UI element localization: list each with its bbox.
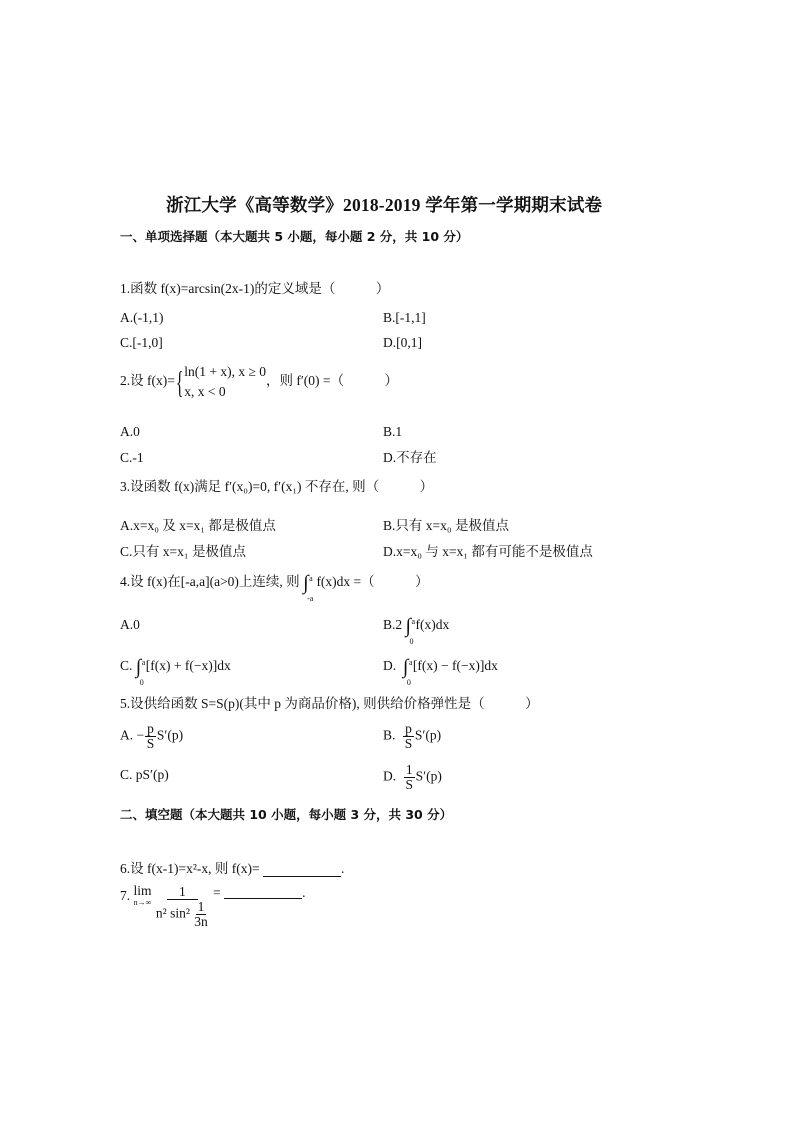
integrand: f(x)dx = (316, 574, 362, 589)
lim-subscript: n→∞ (133, 898, 152, 907)
question-6 (120, 861, 344, 877)
fraction (145, 722, 156, 751)
integral-symbol: ∫ a -a (303, 575, 313, 591)
answer-blank[interactable] (263, 863, 341, 877)
lim-text: lim (133, 883, 152, 898)
upper-limit: a (309, 573, 313, 583)
q5-option-d (383, 763, 442, 792)
expr: S′(p) (156, 727, 184, 743)
label: D. (383, 658, 397, 673)
q4-suffix: （ ） (361, 574, 429, 589)
q1-option-b: B.[-1,1] (383, 310, 426, 325)
q3-option-c: C.只有 x=x₁ 是极值点 (120, 544, 246, 559)
q5-option-b (383, 722, 441, 751)
piecewise-cases (184, 362, 266, 402)
upper-limit: a (408, 657, 413, 667)
integral-symbol: ∫ a 0 (403, 659, 413, 675)
label: B.2 (383, 617, 403, 632)
lower-limit: -a (307, 593, 314, 603)
question-4 (120, 571, 429, 603)
question-7 (120, 885, 306, 929)
label: D. (383, 768, 397, 784)
label: A. − (120, 727, 145, 743)
section-heading-choice: 一、单项选择题（本大题共 5 小题，每小题 2 分，共 10 分） (120, 229, 469, 244)
brace-symbol: { (175, 364, 184, 400)
expr: [f(x) − f(−x)]dx (412, 658, 498, 673)
q4-prefix: 4.设 f(x)在[-a,a](a>0)上连续, 则 (120, 574, 300, 589)
question-5: 5.设供给函数 S=S(p)(其中 p 为商品价格), 则供给价格弹性是（ ） (120, 696, 539, 711)
answer-blank[interactable] (224, 885, 302, 899)
expr: S′(p) (415, 768, 442, 784)
denominator (156, 900, 209, 929)
period: . (341, 861, 345, 876)
fraction (403, 722, 414, 751)
q3-option-b: B.只有 x=x₀ 是极值点 (383, 518, 509, 533)
q6-stem: 6.设 f(x-1)=x²-x, 则 f(x)= (120, 861, 260, 876)
expr: [f(x) + f(−x)]dx (145, 658, 231, 673)
case-1: ln(1 + x), x ≥ 0 (184, 364, 266, 379)
equals: = (213, 885, 221, 900)
upper-limit: a (411, 616, 416, 626)
q2-suffix: ，则 f′(0) =（ ） (265, 373, 399, 389)
q1-option-c: C.[-1,0] (120, 335, 163, 350)
integral-symbol: ∫ a 0 (136, 659, 146, 675)
denominator: 3n (194, 914, 208, 929)
q3-option-a: A.x=x₀ 及 x=x₁ 都是极值点 (120, 518, 276, 533)
upper-limit: a (141, 657, 146, 667)
den-prefix: n² sin² (155, 905, 190, 921)
q7-label: 7. (120, 888, 131, 904)
section-heading-fill-in: 二、填空题（本大题共 10 小题，每小题 3 分，共 30 分） (120, 807, 453, 822)
q2-prefix: 2.设 f(x)= (120, 373, 175, 389)
denominator: S (404, 736, 413, 751)
q3-option-d: D.x=x₀ 与 x=x₁ 都有可能不是极值点 (383, 544, 593, 559)
q1-option-d: D.[0,1] (383, 335, 422, 350)
q4-option-c (120, 655, 231, 687)
lower-limit: 0 (139, 677, 144, 687)
q4-option-a: A.0 (120, 617, 140, 632)
inner-fraction (194, 900, 208, 929)
q1-option-a: A.(-1,1) (120, 310, 164, 325)
denominator: S (405, 777, 413, 792)
period: . (302, 885, 306, 900)
lower-limit: 0 (409, 636, 414, 646)
label: B. (383, 727, 396, 743)
fraction (404, 763, 415, 792)
q2-option-d: D.不存在 (383, 450, 437, 465)
denominator: S (146, 736, 155, 751)
q4-option-b (383, 614, 450, 646)
expr: f(x)dx (415, 617, 450, 632)
q5-option-a (120, 722, 183, 751)
question-2 (120, 362, 398, 402)
q4-option-d (383, 655, 498, 687)
q5-option-c: C. pS′(p) (120, 767, 169, 782)
numerator: 1 (197, 899, 205, 914)
label: C. (120, 658, 133, 673)
limit (134, 885, 152, 909)
integral-symbol: ∫ a 0 (406, 618, 416, 634)
case-2: x, x < 0 (184, 384, 226, 399)
question-1: 1.函数 f(x)=arcsin(2x-1)的定义域是（ ） (120, 281, 390, 296)
expr: S′(p) (414, 727, 442, 743)
numerator: p (147, 721, 154, 736)
fraction (156, 885, 209, 929)
lower-limit: 0 (406, 677, 411, 687)
q2-option-c: C.-1 (120, 450, 144, 465)
numerator: 1 (405, 762, 413, 777)
q2-option-b: B.1 (383, 424, 403, 439)
question-3: 3.设函数 f(x)满足 f′(x₀)=0, f′(x₁) 不存在, 则（ ） (120, 479, 434, 494)
numerator: p (405, 721, 412, 736)
numerator: 1 (167, 885, 198, 900)
page-title: 浙江大学《高等数学》2018-2019 学年第一学期期末试卷 (166, 195, 603, 215)
q2-option-a: A.0 (120, 424, 140, 439)
